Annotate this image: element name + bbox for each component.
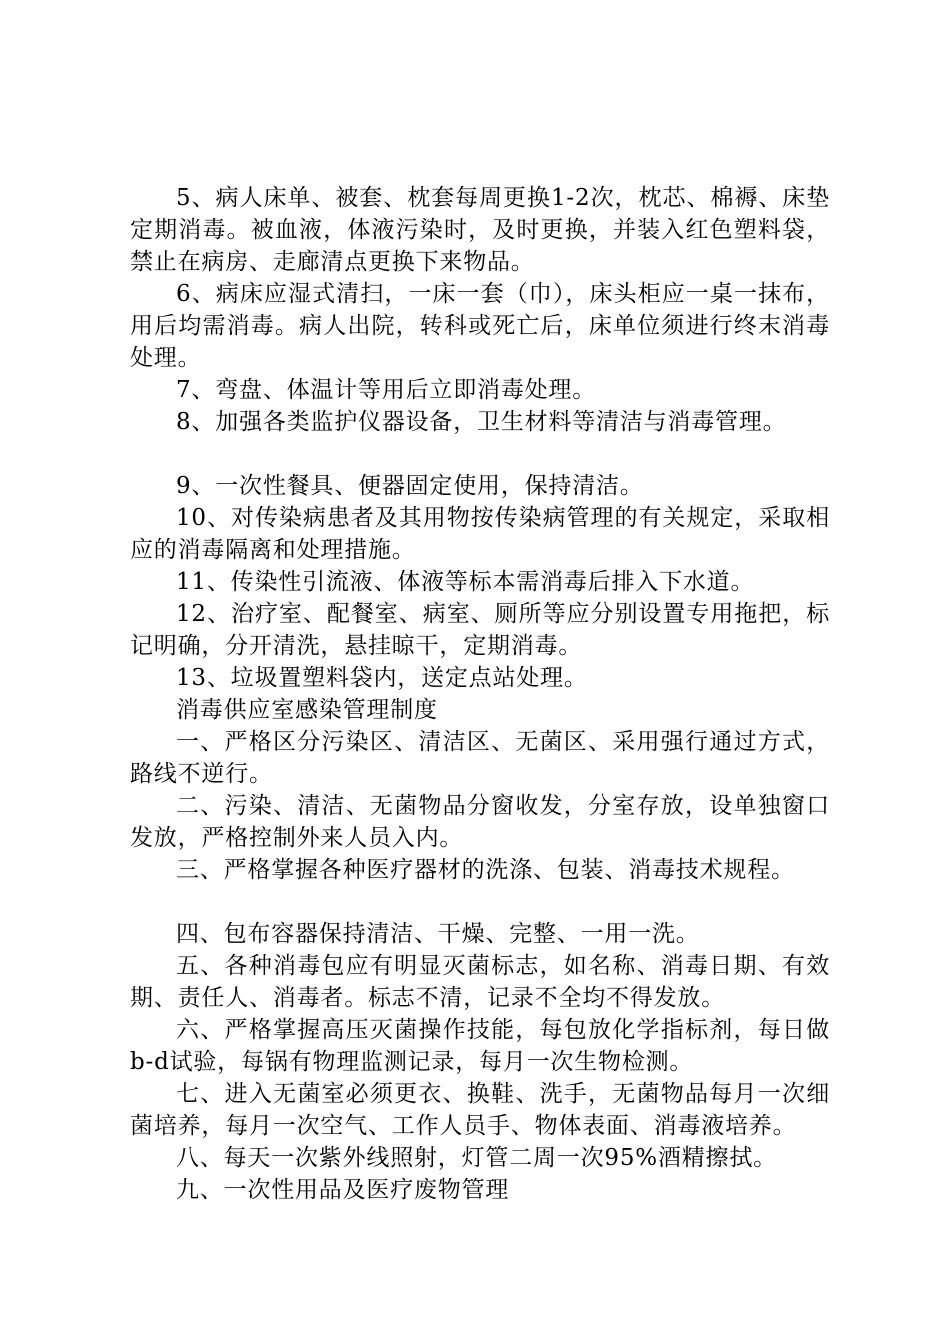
section-heading: 消毒供应室感染管理制度: [176, 697, 438, 723]
rule-item-4: 四、包布容器保持清洁、干燥、完整、一用一洗。: [176, 921, 700, 947]
paragraph-item-8: 8、加强各类监护仪器设备，卫生材料等清洁与消毒管理。: [176, 409, 787, 435]
paragraph-item-12: 12、治疗室、配餐室、病室、厕所等应分别设置专用拖把，标记明确，分开清洗，悬挂晾干，定期消毒。: [130, 601, 830, 659]
rule-item-9: 九、一次性用品及医疗废物管理: [176, 1177, 510, 1203]
paragraph-item-5: 5、病人床单、被套、枕套每周更换1-2次，枕芯、棉褥、床垫定期消毒。被血液，体液污染时，及时更换，并装入红色塑料袋，禁止在病房、走廊清点更换下来物品。: [130, 185, 830, 275]
paragraph-item-7: 7、弯盘、体温计等用后立即消毒处理。: [176, 377, 597, 403]
rule-item-5: 五、各种消毒包应有明显灭菌标志，如名称、消毒日期、有效期、责任人、消毒者。标志不清，记录不全均不得发放。: [130, 953, 830, 1011]
paragraph-item-11: 11、传染性引流液、体液等标本需消毒后排入下水道。: [176, 569, 755, 595]
paragraph-item-6: 6、病床应湿式清扫，一床一套（巾），床头柜应一桌一抹布，用后均需消毒。病人出院，转科或死亡后，床单位须进行终末消毒处理。: [130, 281, 830, 371]
document-body: [130, 182, 830, 1206]
rule-item-6: 六、严格掌握高压灭菌操作技能，每包放化学指标剂，每日做b-d试验，每锅有物理监测记录，每月一次生物检测。: [130, 1017, 830, 1075]
paragraph-item-13: 13、垃圾置塑料袋内，送定点站处理。: [176, 665, 588, 691]
rule-item-7: 七、进入无菌室必须更衣、换鞋、洗手，无菌物品每月一次细菌培养，每月一次空气、工作人员手、物体表面、消毒液培养。: [130, 1081, 830, 1139]
paragraph-item-10: 10、对传染病患者及其用物按传染病管理的有关规定，采取相应的消毒隔离和处理措施。: [130, 505, 830, 563]
rule-item-2: 二、污染、清洁、无菌物品分窗收发，分室存放，设单独窗口发放，严格控制外来人员入内。: [130, 793, 830, 851]
rule-item-3: 三、严格掌握各种医疗器材的洗涤、包装、消毒技术规程。: [176, 857, 795, 883]
rule-item-1: 一、严格区分污染区、清洁区、无菌区、采用强行通过方式，路线不逆行。: [130, 729, 830, 787]
paragraph-item-9: 9、一次性餐具、便器固定使用，保持清洁。: [176, 473, 644, 499]
rule-item-8: 八、每天一次紫外线照射，灯管二周一次95%酒精擦拭。: [176, 1145, 777, 1171]
